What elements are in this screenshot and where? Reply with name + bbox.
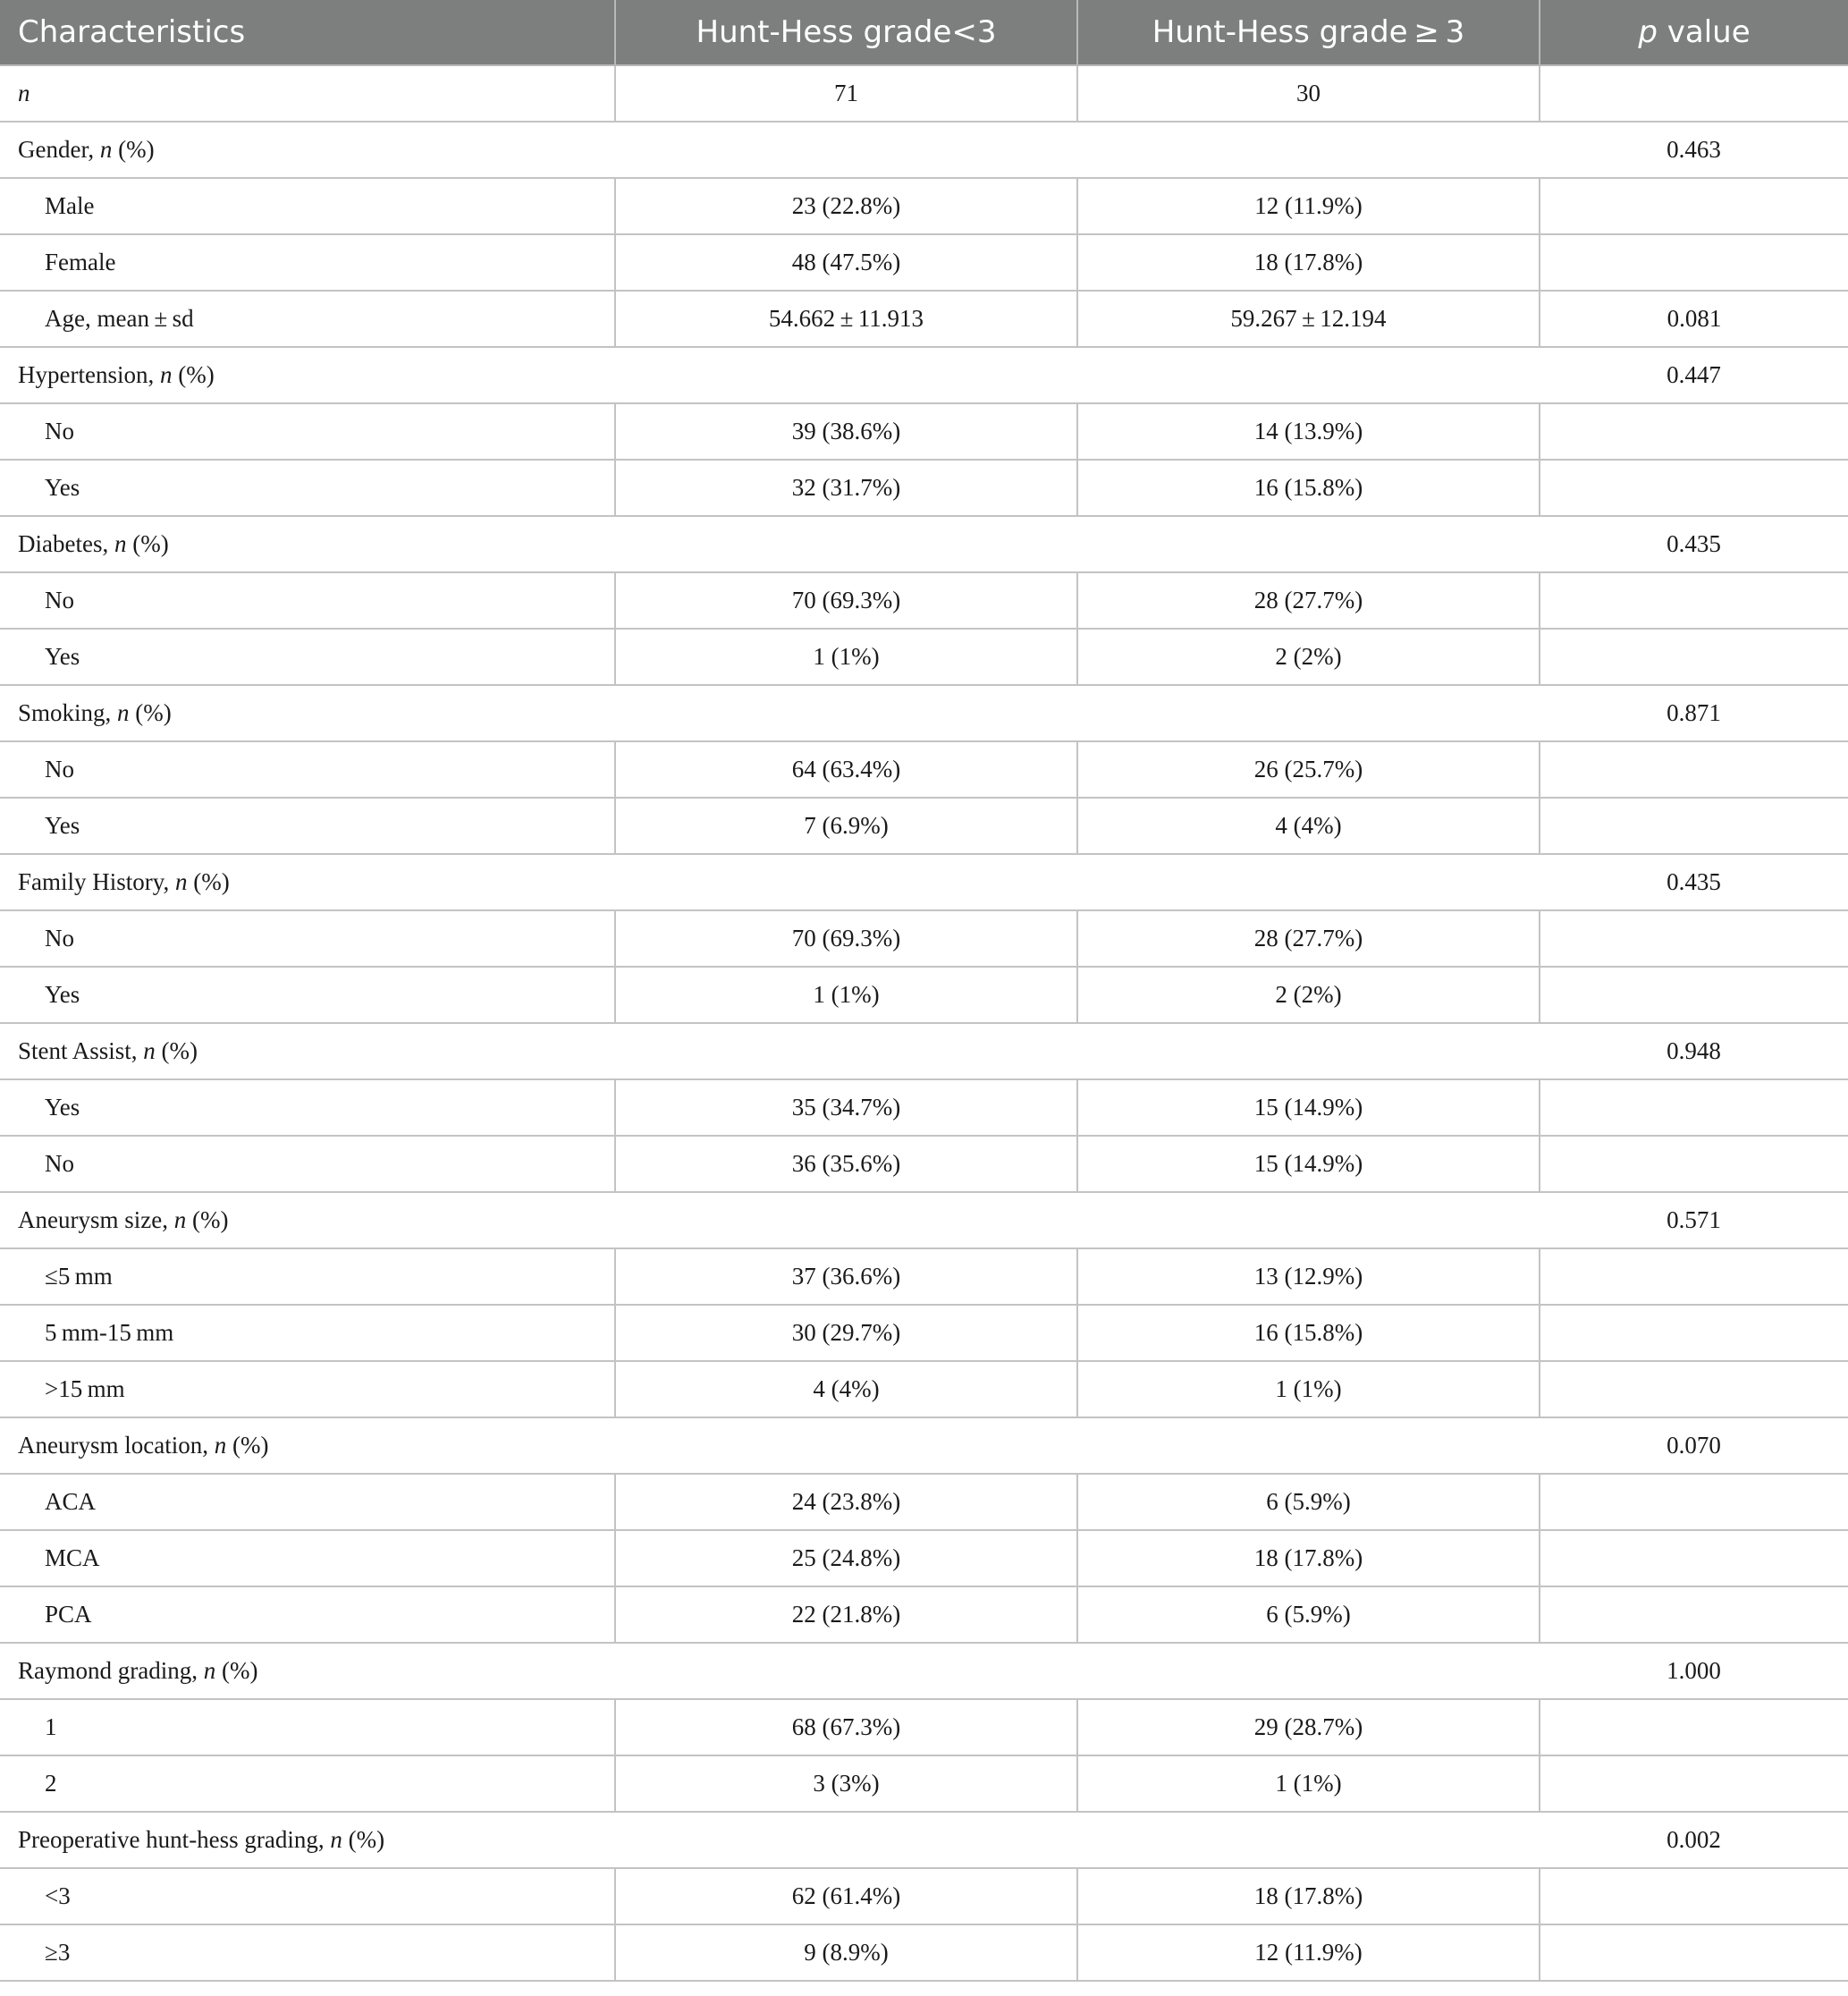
category-p-value: 0.002 [1540, 1812, 1848, 1868]
row-grade-low: 37 (36.6%) [615, 1248, 1077, 1305]
row-grade-high: 1 (1%) [1077, 1755, 1540, 1812]
table-row [0, 1530, 1848, 1586]
row-grade-high: 28 (27.7%) [1077, 910, 1540, 967]
table-row [0, 1755, 1848, 1812]
n-grade-high: 30 [1077, 65, 1540, 122]
row-p-value [1540, 572, 1848, 629]
row-grade-low: 24 (23.8%) [615, 1474, 1077, 1530]
row-grade-low: 1 (1%) [615, 967, 1077, 1023]
category-label [0, 1192, 1540, 1248]
row-grade-high: 18 (17.8%) [1077, 1530, 1540, 1586]
category-label [0, 347, 1540, 403]
category-unit-pct: (%) [129, 699, 172, 726]
n-grade-low: 71 [615, 65, 1077, 122]
row-grade-low: 39 (38.6%) [615, 403, 1077, 460]
row-grade-low: 54.662 ± 11.913 [615, 291, 1077, 347]
row-grade-low: 9 (8.9%) [615, 1924, 1077, 1981]
table-header [0, 0, 1848, 65]
header-p-word: value [1667, 14, 1751, 50]
category-unit-comma: , [105, 699, 118, 726]
category-p-value: 0.070 [1540, 1417, 1848, 1474]
row-label: ≥3 [0, 1924, 615, 1981]
category-unit-pct: (%) [155, 1037, 198, 1064]
header-p-symbol: p [1638, 14, 1658, 50]
table-row [0, 572, 1848, 629]
category-unit-pct: (%) [187, 868, 230, 895]
row-label: 5 mm-15 mm [0, 1305, 615, 1361]
row-grade-low: 70 (69.3%) [615, 910, 1077, 967]
category-unit-comma: , [191, 1657, 204, 1684]
category-name: Stent Assist [18, 1037, 131, 1064]
table-row [0, 1924, 1848, 1981]
category-label [0, 1643, 1540, 1699]
row-label: 1 [0, 1699, 615, 1755]
row-grade-low: 3 (3%) [615, 1755, 1077, 1812]
category-p-value: 0.435 [1540, 854, 1848, 910]
row-label: MCA [0, 1530, 615, 1586]
row-label: >15 mm [0, 1361, 615, 1417]
table-row [0, 798, 1848, 854]
category-unit-n: n [114, 530, 127, 557]
table-body [0, 65, 1848, 1981]
category-label [0, 685, 1540, 741]
n-label [0, 65, 615, 122]
row-label: No [0, 910, 615, 967]
category-p-value: 0.948 [1540, 1023, 1848, 1079]
category-unit-comma: , [102, 530, 114, 557]
row-grade-low: 48 (47.5%) [615, 234, 1077, 291]
row-grade-low: 1 (1%) [615, 629, 1077, 685]
category-name: Family History [18, 868, 164, 895]
header-grade-high: Hunt-Hess grade ≥ 3 [1077, 0, 1540, 65]
category-unit-n: n [173, 1206, 187, 1233]
row-grade-high: 12 (11.9%) [1077, 178, 1540, 234]
row-p-value [1540, 741, 1848, 798]
row-grade-high: 12 (11.9%) [1077, 1924, 1540, 1981]
row-grade-high: 16 (15.8%) [1077, 1305, 1540, 1361]
row-p-value [1540, 798, 1848, 854]
row-p-value [1540, 1586, 1848, 1643]
n-symbol: n [18, 80, 30, 106]
row-p-value [1540, 1079, 1848, 1136]
row-p-value: 0.081 [1540, 291, 1848, 347]
category-p-value: 0.871 [1540, 685, 1848, 741]
row-label: No [0, 403, 615, 460]
row-grade-low: 7 (6.9%) [615, 798, 1077, 854]
row-p-value [1540, 403, 1848, 460]
table-row-category [0, 1812, 1848, 1868]
category-unit-n: n [117, 699, 130, 726]
row-grade-high: 2 (2%) [1077, 967, 1540, 1023]
row-p-value [1540, 234, 1848, 291]
table-row [0, 291, 1848, 347]
category-unit-comma: , [202, 1432, 215, 1459]
row-grade-high: 28 (27.7%) [1077, 572, 1540, 629]
table-row-category [0, 685, 1848, 741]
row-grade-high: 6 (5.9%) [1077, 1586, 1540, 1643]
table-row-category [0, 1023, 1848, 1079]
category-name: Hypertension [18, 361, 148, 388]
category-unit-comma: , [162, 1206, 174, 1233]
row-grade-high: 29 (28.7%) [1077, 1699, 1540, 1755]
category-p-value: 0.571 [1540, 1192, 1848, 1248]
category-p-value: 0.463 [1540, 122, 1848, 178]
row-label: Yes [0, 798, 615, 854]
row-grade-high: 2 (2%) [1077, 629, 1540, 685]
category-unit-pct: (%) [186, 1206, 229, 1233]
row-grade-high: 16 (15.8%) [1077, 460, 1540, 516]
row-p-value [1540, 1924, 1848, 1981]
category-name: Preoperative hunt-hess grading [18, 1826, 318, 1853]
table-row [0, 234, 1848, 291]
row-grade-low: 22 (21.8%) [615, 1586, 1077, 1643]
table-row-category [0, 1643, 1848, 1699]
row-label: Yes [0, 1079, 615, 1136]
category-label [0, 1417, 1540, 1474]
category-unit-pct: (%) [126, 530, 169, 557]
table-row [0, 629, 1848, 685]
row-grade-high: 6 (5.9%) [1077, 1474, 1540, 1530]
row-grade-low: 68 (67.3%) [615, 1699, 1077, 1755]
row-p-value [1540, 910, 1848, 967]
table-row [0, 1305, 1848, 1361]
row-label: Male [0, 178, 615, 234]
table-row [0, 1136, 1848, 1192]
table-row [0, 1699, 1848, 1755]
table-row-category [0, 1417, 1848, 1474]
category-label [0, 1812, 1540, 1868]
row-grade-high: 18 (17.8%) [1077, 234, 1540, 291]
row-grade-high: 1 (1%) [1077, 1361, 1540, 1417]
category-p-value: 0.447 [1540, 347, 1848, 403]
category-name: Aneurysm location [18, 1432, 203, 1459]
category-unit-comma: , [131, 1037, 144, 1064]
category-unit-comma: , [88, 136, 100, 163]
row-p-value [1540, 1868, 1848, 1924]
category-label [0, 516, 1540, 572]
table-row [0, 741, 1848, 798]
row-p-value [1540, 1248, 1848, 1305]
header-grade-low: Hunt-Hess grade<3 [615, 0, 1077, 65]
table-row [0, 967, 1848, 1023]
category-unit-comma: , [163, 868, 176, 895]
row-label: Female [0, 234, 615, 291]
row-label: PCA [0, 1586, 615, 1643]
table-row-category [0, 122, 1848, 178]
row-p-value [1540, 460, 1848, 516]
row-label: Yes [0, 629, 615, 685]
row-p-value [1540, 1136, 1848, 1192]
row-grade-low: 62 (61.4%) [615, 1868, 1077, 1924]
row-p-value [1540, 1361, 1848, 1417]
category-unit-comma: , [317, 1826, 331, 1853]
row-label: No [0, 572, 615, 629]
table-row [0, 1361, 1848, 1417]
row-grade-high: 18 (17.8%) [1077, 1868, 1540, 1924]
row-grade-high: 15 (14.9%) [1077, 1079, 1540, 1136]
row-p-value [1540, 1305, 1848, 1361]
row-label: ACA [0, 1474, 615, 1530]
row-grade-low: 64 (63.4%) [615, 741, 1077, 798]
header-p-value [1540, 0, 1848, 65]
category-unit-comma: , [148, 361, 160, 388]
category-unit-pct: (%) [215, 1657, 258, 1684]
category-unit-pct: (%) [172, 361, 215, 388]
category-unit-n: n [330, 1826, 342, 1853]
table-row [0, 1586, 1848, 1643]
row-label: Age, mean ± sd [0, 291, 615, 347]
table-row-category [0, 1192, 1848, 1248]
table-row [0, 178, 1848, 234]
category-unit-pct: (%) [342, 1826, 385, 1853]
row-grade-low: 32 (31.7%) [615, 460, 1077, 516]
category-unit-n: n [99, 136, 113, 163]
row-label: No [0, 741, 615, 798]
row-grade-low: 4 (4%) [615, 1361, 1077, 1417]
row-p-value [1540, 1699, 1848, 1755]
row-grade-high: 4 (4%) [1077, 798, 1540, 854]
row-p-value [1540, 1530, 1848, 1586]
row-grade-high: 14 (13.9%) [1077, 403, 1540, 460]
row-grade-low: 36 (35.6%) [615, 1136, 1077, 1192]
table-row-category [0, 347, 1848, 403]
table-row [0, 1474, 1848, 1530]
row-label: <3 [0, 1868, 615, 1924]
table-row-category [0, 854, 1848, 910]
row-grade-low: 25 (24.8%) [615, 1530, 1077, 1586]
category-unit-n: n [159, 361, 173, 388]
table-row [0, 460, 1848, 516]
row-grade-low: 30 (29.7%) [615, 1305, 1077, 1361]
category-name: Raymond grading [18, 1657, 192, 1684]
category-unit-n: n [203, 1657, 216, 1684]
row-label: 2 [0, 1755, 615, 1812]
category-unit-pct: (%) [226, 1432, 269, 1459]
category-label [0, 854, 1540, 910]
header-row [0, 0, 1848, 65]
table-row [0, 1079, 1848, 1136]
header-characteristics: Characteristics [0, 0, 615, 65]
row-p-value [1540, 967, 1848, 1023]
row-grade-low: 23 (22.8%) [615, 178, 1077, 234]
row-label: No [0, 1136, 615, 1192]
row-grade-high: 13 (12.9%) [1077, 1248, 1540, 1305]
row-p-value [1540, 1755, 1848, 1812]
category-unit-n: n [214, 1432, 227, 1459]
row-grade-high: 15 (14.9%) [1077, 1136, 1540, 1192]
category-unit-n: n [175, 868, 188, 895]
table-row [0, 1248, 1848, 1305]
row-p-value [1540, 178, 1848, 234]
table-row [0, 910, 1848, 967]
category-name: Smoking [18, 699, 105, 726]
row-p-value [1540, 1474, 1848, 1530]
row-p-value [1540, 629, 1848, 685]
category-unit-pct: (%) [112, 136, 155, 163]
category-label [0, 122, 1540, 178]
row-grade-low: 70 (69.3%) [615, 572, 1077, 629]
category-label [0, 1023, 1540, 1079]
table-row-category [0, 516, 1848, 572]
row-label: ≤5 mm [0, 1248, 615, 1305]
table-row [0, 1868, 1848, 1924]
table-row [0, 403, 1848, 460]
category-name: Diabetes [18, 530, 103, 557]
row-label: Yes [0, 460, 615, 516]
category-p-value: 0.435 [1540, 516, 1848, 572]
category-p-value: 1.000 [1540, 1643, 1848, 1699]
category-unit-n: n [143, 1037, 156, 1064]
row-label: Yes [0, 967, 615, 1023]
category-name: Aneurysm size [18, 1206, 163, 1233]
row-grade-high: 26 (25.7%) [1077, 741, 1540, 798]
category-name: Gender [18, 136, 89, 163]
n-p-value [1540, 65, 1848, 122]
row-grade-low: 35 (34.7%) [615, 1079, 1077, 1136]
table-row-n [0, 65, 1848, 122]
row-grade-high: 59.267 ± 12.194 [1077, 291, 1540, 347]
